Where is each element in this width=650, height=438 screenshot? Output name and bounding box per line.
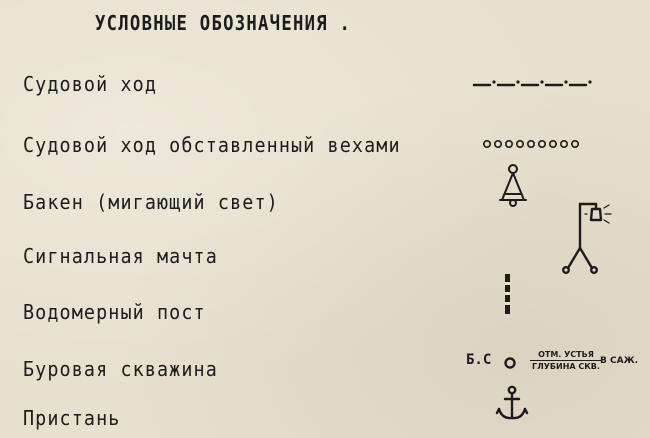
legend-label-buoy: Бакен (мигающий свет) xyxy=(23,190,279,214)
borehole-fraction xyxy=(530,349,602,372)
legend-label-gauge-post: Водомерный пост xyxy=(23,300,206,324)
legend-label-signal-mast: Сигнальная мачта xyxy=(23,244,218,268)
legend-label-fairway-marked: Судовой ход обставленный вехами xyxy=(23,133,401,157)
borehole-circle-icon xyxy=(502,355,518,371)
borehole-numerator: ОТМ. УСТЬЯ xyxy=(530,349,602,361)
anchor-icon xyxy=(494,384,530,426)
borehole-denominator: ГЛУБИНА СКВ. xyxy=(532,362,600,371)
gauge-post-icon xyxy=(502,272,514,316)
signal-mast-icon xyxy=(558,196,620,278)
borehole-code: Б.С xyxy=(466,352,492,368)
legend-title: УСЛОВНЫЕ ОБОЗНАЧЕНИЯ . xyxy=(95,11,352,35)
circle-row-icon xyxy=(482,137,582,151)
buoy-icon xyxy=(494,160,534,210)
dash-dot-line-icon xyxy=(470,76,600,92)
legend-label-borehole: Буровая скважина xyxy=(23,357,218,381)
legend-label-fairway: Судовой ход xyxy=(23,72,158,96)
legend-label-pier: Пристань xyxy=(23,406,121,430)
borehole-unit: В САЖ. xyxy=(600,356,638,366)
